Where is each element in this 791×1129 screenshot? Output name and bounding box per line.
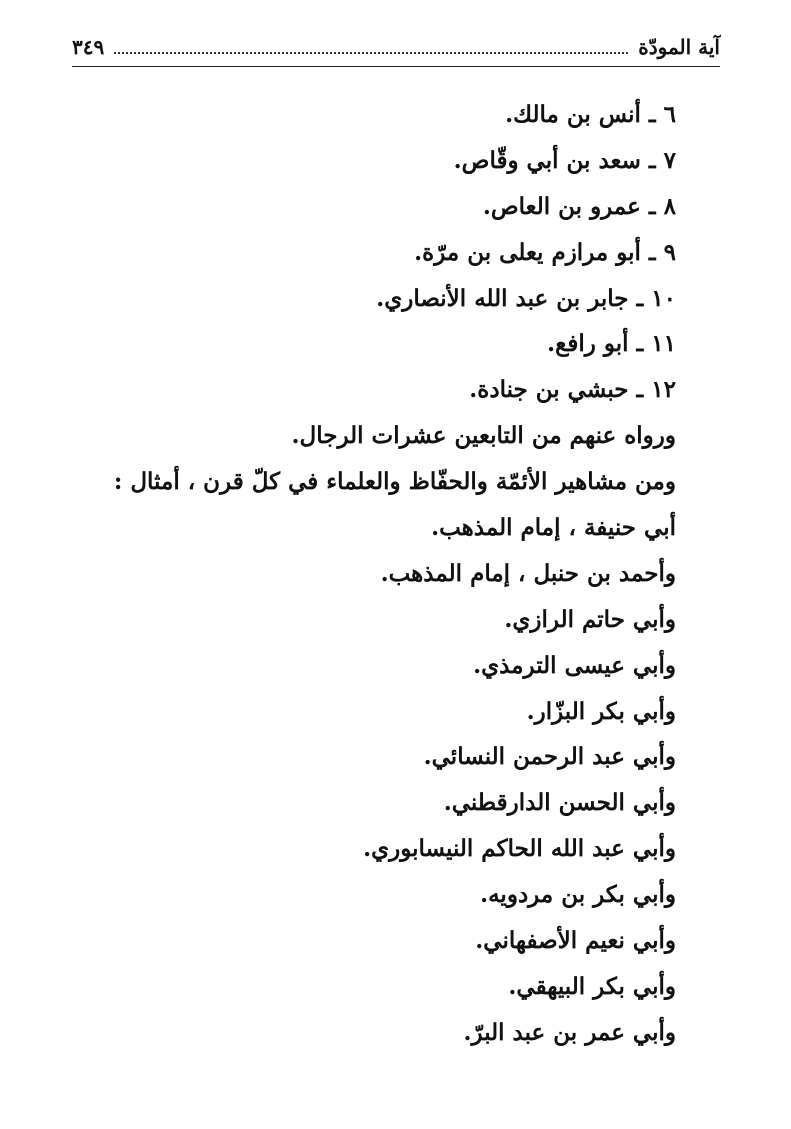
text-line: ١١ ـ أبو رافع.: [547, 330, 676, 358]
running-header: [72, 30, 720, 64]
text-lines: [72, 92, 676, 1056]
text-line: وأبي عيسى الترمذي.: [473, 651, 676, 679]
text-line: ١٠ ـ جابر بن عبد الله الأنصاري.: [376, 284, 676, 312]
header-dot-leader: [114, 52, 628, 54]
text-line: وأحمد بن حنبل ، إمام المذهب.: [380, 559, 676, 587]
page-number: ٣٤٩: [72, 35, 105, 59]
text-line: وأبي حاتم الرازي.: [504, 605, 676, 633]
text-line: وأبي عبد الله الحاكم النيسابوري.: [363, 835, 676, 863]
text-line: ١٢ ـ حبشي بن جنادة.: [469, 376, 676, 404]
text-line: ومن مشاهير الأئمّة والحفّاظ والعلماء في كلّ قرن ، أمثال :: [113, 468, 676, 496]
text-line: ٦ ـ أنس بن مالك.: [505, 101, 676, 128]
text-line: وأبي الحسن الدارقطني.: [443, 789, 676, 817]
text-line: وأبي نعيم الأصفهاني.: [475, 927, 676, 955]
text-line: ٩ ـ أبو مرازم يعلى بن مرّة.: [414, 238, 676, 266]
text-line: وأبي بكر بن مردويه.: [480, 881, 676, 909]
text-line: ورواه عنهم من التابعين عشرات الرجال.: [291, 422, 676, 450]
header-rule: [72, 66, 720, 67]
text-line: ٧ ـ سعد بن أبي وقّاص.: [453, 146, 676, 174]
text-line: وأبي بكر البزّار.: [526, 697, 676, 725]
text-line: ٨ ـ عمرو بن العاص.: [482, 192, 676, 220]
text-line: أبي حنيفة ، إمام المذهب.: [431, 514, 676, 542]
text-line: وأبي عمر بن عبد البرّ.: [463, 1018, 676, 1046]
text-line: وأبي عبد الرحمن النسائي.: [423, 743, 676, 771]
header-title: آية المودّة: [638, 35, 720, 59]
text-line: وأبي بكر البيهقي.: [508, 972, 676, 1000]
